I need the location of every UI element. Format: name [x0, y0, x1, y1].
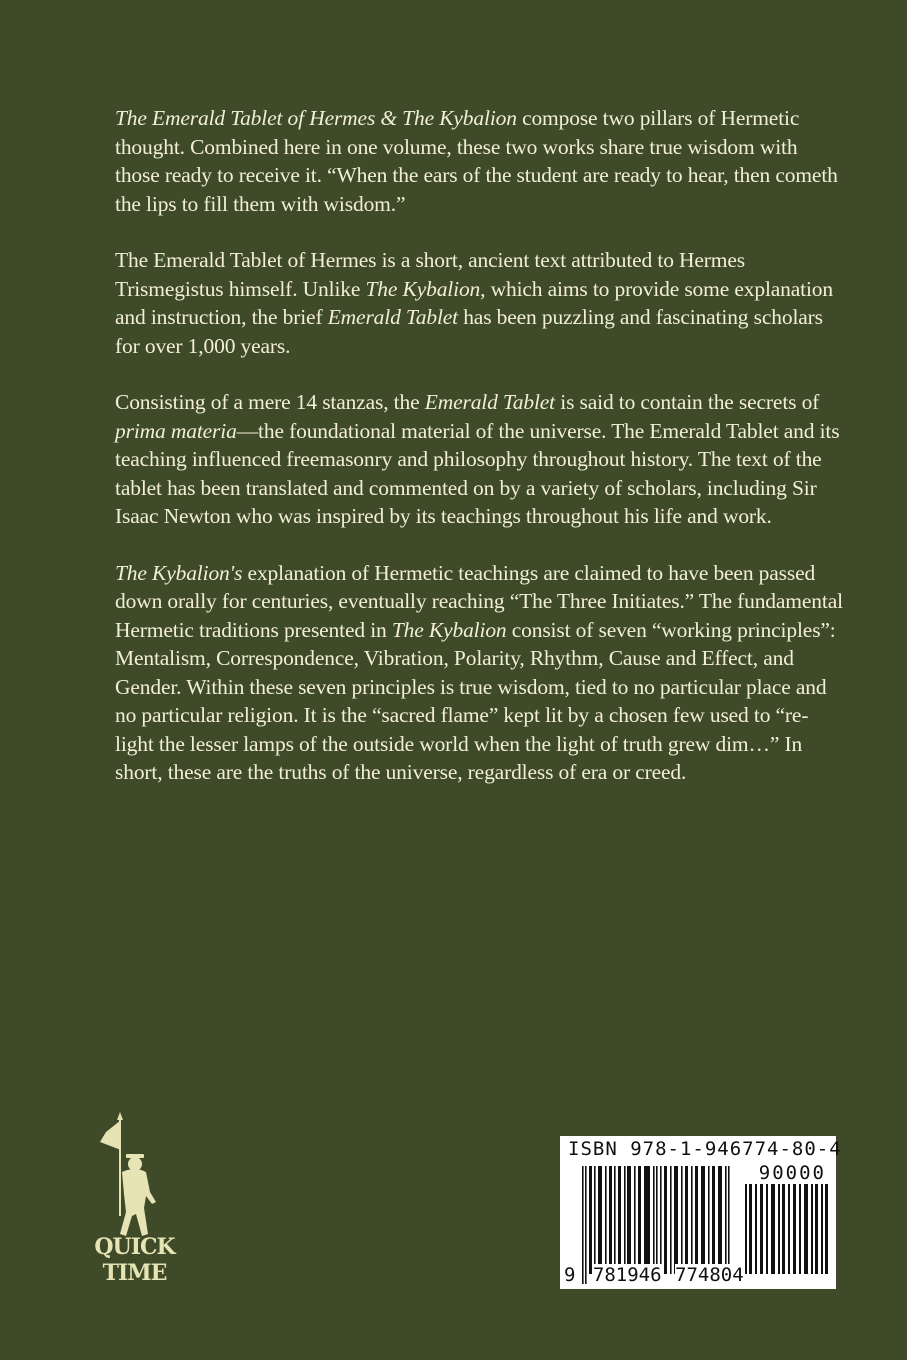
paragraph-kybalion	[115, 559, 845, 787]
text-segment: , which aims to provide some explanation and instruction, the brief	[115, 276, 833, 329]
text-segment: The Kybalion's	[115, 560, 243, 585]
logo-text-time: TIME	[102, 1260, 167, 1286]
text-segment: —the foundational material of the universe. The Emerald Tablet and its teaching influenced freemasonry and philosophy throughout history. The text of the tablet has been translated and commented on by a variety of scholars, including Sir Isaac Newton who was inspired by its teachings throughout his life and work.	[115, 418, 840, 528]
ean-right-group: 774804	[675, 1264, 744, 1286]
logo-text-quick: QUICK	[94, 1234, 175, 1260]
paragraph-stanzas	[115, 388, 845, 531]
isbn-label: ISBN 978-1-946774-80-4	[568, 1138, 842, 1160]
price-code: 90000	[758, 1162, 826, 1184]
text-segment: The Kybalion	[391, 617, 507, 642]
text-segment: consist of seven “working principles”: Mentalism, Correspondence, Vibration, Polarity, Rhythm, Cause and Effect, and Gender. Within these seven principles is true wisdom, tied to no particular place and no particular religion. It is the “sacred flame” kept lit by a chosen few used to “re-light the lesser lamps of the outside world when the light of truth grew dim…” In short, these are the truths of the universe, regardless of era or creed.	[115, 617, 836, 784]
publisher-logo	[92, 1112, 177, 1292]
text-segment: The Kybalion	[365, 276, 481, 301]
text-segment: Consisting of a mere 14 stanzas, the	[115, 390, 425, 414]
text-segment: explanation of Hermetic teachings are claimed to have been passed down orally for centuries, eventually reaching “The Three Initiates.” The fundamental Hermetic traditions presented in	[115, 560, 843, 642]
marching-soldier-with-flag-icon	[92, 1112, 177, 1242]
text-segment: is said to contain the secrets of	[555, 390, 820, 414]
paragraph-emerald-tablet	[115, 246, 845, 360]
text-segment: prima materia	[115, 418, 237, 443]
ean-left-group: 781946	[592, 1264, 662, 1286]
ean-digits	[564, 1264, 744, 1286]
text-segment: Emerald Tablet	[327, 305, 458, 329]
text-segment: The Emerald Tablet of Hermes is a short, ancient text attributed to Hermes Trismegistus himself. Unlike	[115, 248, 745, 301]
paragraph-intro	[115, 104, 845, 218]
back-cover-text	[115, 104, 845, 815]
addon-barcode-bars	[745, 1184, 829, 1274]
text-segment: compose two pillars of Hermetic thought. Combined here in one volume, these two works share true wisdom with those ready to receive it. “When the ears of the student are ready to hear, then cometh the lips to fill them with wisdom.”	[115, 106, 838, 216]
text-segment: The Emerald Tablet of Hermes & The Kybalion	[115, 106, 517, 130]
text-segment: has been puzzling and fascinating scholars for over 1,000 years.	[115, 305, 823, 358]
text-segment: Emerald Tablet	[424, 390, 556, 414]
ean-first-digit: 9	[564, 1264, 576, 1286]
isbn-barcode	[560, 1136, 842, 1289]
